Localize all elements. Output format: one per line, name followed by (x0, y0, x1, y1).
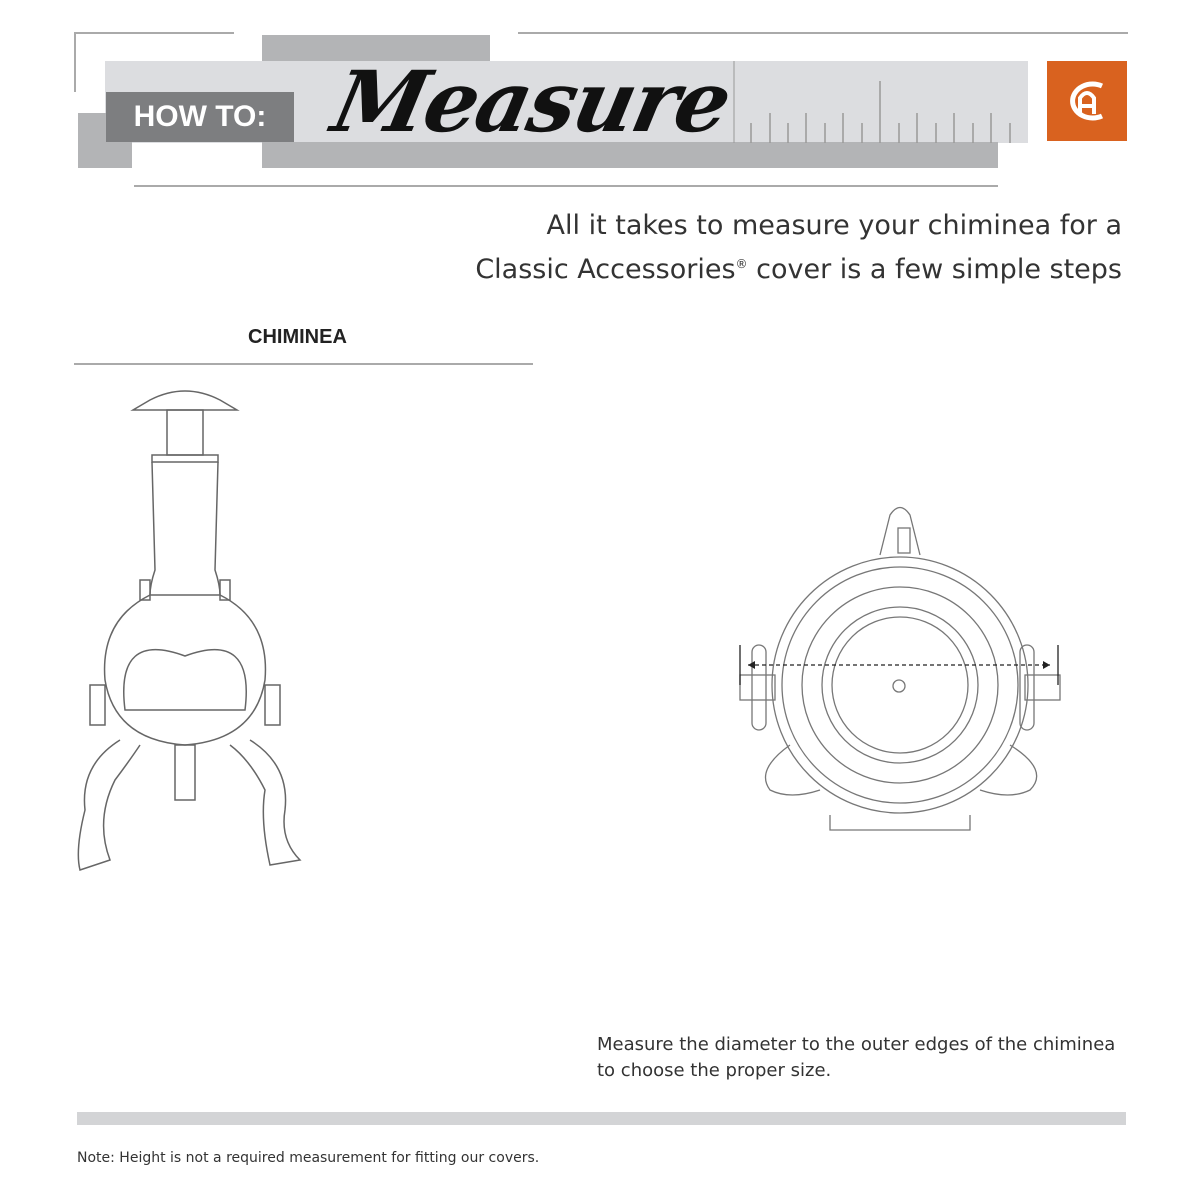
intro-line-2-text: cover is a few simple steps (747, 254, 1122, 285)
chiminea-side-view-illustration (70, 380, 310, 880)
intro-text (475, 206, 1122, 289)
section-title: CHIMINEA (248, 326, 347, 348)
footer-divider (77, 1112, 1126, 1125)
intro-line-2 (475, 245, 1122, 289)
section-divider (74, 363, 533, 365)
decor-line (74, 32, 234, 34)
ruler-ticks (733, 61, 1028, 143)
brand-name: Classic Accessories (475, 254, 736, 285)
intro-line-1: All it takes to measure your chiminea for a (546, 210, 1122, 241)
decor-line (74, 32, 76, 92)
page-title: Measure (324, 52, 739, 151)
registered-mark: ® (735, 257, 748, 271)
chiminea-top-view-illustration (730, 500, 1070, 840)
caption-line-1: Measure the diameter to the outer edges of the chiminea (597, 1034, 1116, 1055)
measurement-instruction (597, 1032, 1115, 1084)
how-to-label: HOW TO: (106, 92, 294, 142)
footnote: Note: Height is not a required measurement for fitting our covers. (77, 1150, 540, 1166)
decor-line (134, 185, 998, 187)
decor-line (518, 32, 1128, 34)
caption-line-2: to choose the proper size. (597, 1060, 832, 1081)
ca-monogram-icon (1047, 61, 1127, 141)
